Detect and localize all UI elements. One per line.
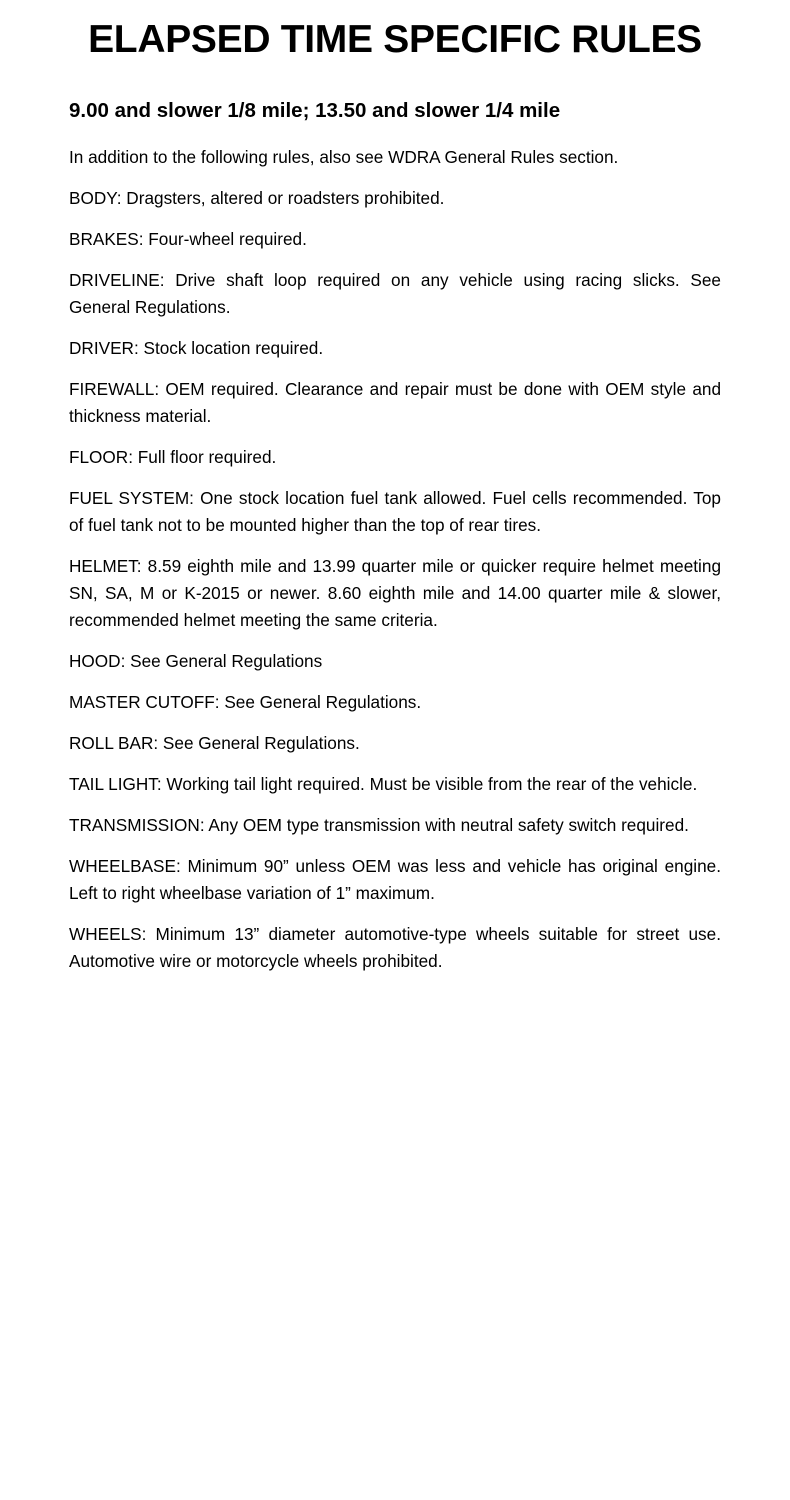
page-subtitle: 9.00 and slower 1/8 mile; 13.50 and slower 1/4 mile	[69, 99, 561, 122]
rules-list	[69, 144, 721, 975]
document-page	[69, 0, 721, 989]
rule-wheelbase: WHEELBASE: Minimum 90” unless OEM was less and vehicle has original engine. Left to right wheelbase variation of 1” maximum.	[69, 856, 721, 903]
rule-transmission: TRANSMISSION: Any OEM type transmission with neutral safety switch required.	[69, 815, 689, 835]
rule-tail-light: TAIL LIGHT: Working tail light required. Must be visible from the rear of the vehicle.	[69, 774, 698, 794]
rule-wheels: WHEELS: Minimum 13” diameter automotive-type wheels suitable for street use. Automotive wire or motorcycle wheels prohibited.	[69, 924, 721, 971]
rule-firewall: FIREWALL: OEM required. Clearance and repair must be done with OEM style and thickness material.	[69, 379, 721, 426]
intro-paragraph: In addition to the following rules, also see WDRA General Rules section.	[69, 147, 619, 167]
rule-brakes: BRAKES: Four-wheel required.	[69, 229, 307, 249]
rule-roll-bar: ROLL BAR: See General Regulations.	[69, 733, 360, 753]
rule-master-cutoff: MASTER CUTOFF: See General Regulations.	[69, 692, 422, 712]
rule-helmet: HELMET: 8.59 eighth mile and 13.99 quarter mile or quicker require helmet meeting SN, SA, M or K-2015 or newer. 8.60 eighth mile and 14.00 quarter mile & slower, recommended helmet meeting the same criteria.	[69, 556, 721, 630]
rule-fuel-system: FUEL SYSTEM: One stock location fuel tank allowed. Fuel cells recommended. Top of fuel tank not to be mounted higher than the top of rear tires.	[69, 488, 721, 535]
rule-driveline: DRIVELINE: Drive shaft loop required on any vehicle using racing slicks. See General Regulations.	[69, 270, 721, 317]
rule-driver: DRIVER: Stock location required.	[69, 338, 324, 358]
rule-hood: HOOD: See General Regulations	[69, 651, 323, 671]
rule-body: BODY: Dragsters, altered or roadsters prohibited.	[69, 188, 445, 208]
rule-floor: FLOOR: Full floor required.	[69, 447, 277, 467]
page-title: ELAPSED TIME SPECIFIC RULES	[88, 18, 702, 61]
